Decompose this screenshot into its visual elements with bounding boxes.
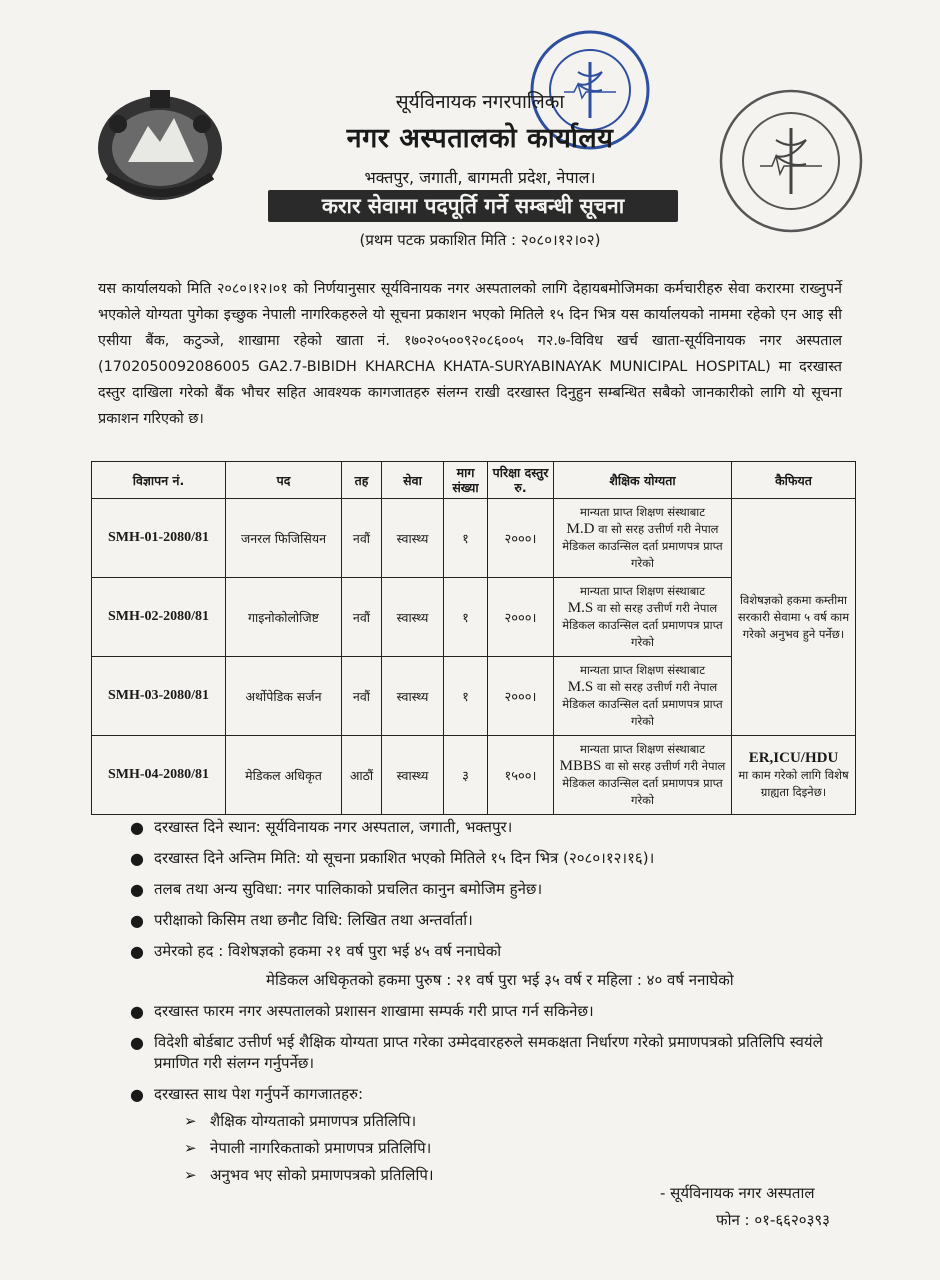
header-demand: माग संख्या — [444, 462, 488, 499]
bullet-icon: ● — [130, 911, 144, 930]
remark-mo-text: मा काम गरेको लागि विशेष ग्राह्यता दिइनेछ। — [738, 767, 849, 799]
qualification-post: वा सो सरह उत्तीर्ण गरी नेपाल मेडिकल काउन्सिल दर्ता प्रमाणपत्र प्राप्त गरेको — [562, 522, 723, 570]
list-item — [128, 1084, 848, 1186]
list-item — [128, 941, 848, 991]
office-name: नगर अस्पतालको कार्यालय — [346, 123, 614, 154]
fee: २०००। — [488, 499, 554, 578]
list-item-text: दरखास्त दिने अन्तिम मिति: यो सूचना प्रकाशित भएको मितिले १५ दिन भित्र (२०८०।१२।१६)। — [154, 849, 655, 867]
bullet-icon: ● — [130, 1033, 144, 1052]
signature-name: - सूर्यविनायक नगर अस्पताल — [660, 1184, 815, 1202]
qualification — [554, 499, 732, 578]
header-code: विज्ञापन नं. — [92, 462, 226, 499]
list-item — [128, 1001, 848, 1022]
header-fee: परिक्षा दस्तुर रु. — [488, 462, 554, 499]
conditions-list — [128, 817, 848, 1196]
bullet-icon: ● — [130, 1085, 144, 1104]
qualification-degree: MBBS — [559, 758, 602, 774]
bullet-icon: ● — [130, 849, 144, 868]
qualification-post: वा सो सरह उत्तीर्ण गरी नेपाल मेडिकल काउन्सिल दर्ता प्रमाणपत्र प्राप्त गरेको — [562, 601, 723, 649]
vacancy-table — [91, 461, 856, 815]
post-name: मेडिकल अधिकृत — [226, 736, 342, 815]
list-item-text: उमेरको हद : विशेषज्ञको हकमा २१ वर्ष पुरा भई ४५ वर्ष ननाघेको — [154, 942, 502, 960]
list-item — [128, 848, 848, 869]
qualification — [554, 736, 732, 815]
table-row — [92, 736, 856, 815]
signature-phone: फोन : ०१-६६२०३९३ — [716, 1211, 830, 1229]
list-item — [128, 817, 848, 838]
bullet-icon: ● — [130, 818, 144, 837]
qualification-pre: मान्यता प्राप्त शिक्षण संस्थाबाट — [579, 742, 706, 756]
ad-code: SMH-02-2080/81 — [92, 578, 226, 657]
list-item-text: दरखास्त साथ पेश गर्नुपर्ने कागजातहरु: — [154, 1085, 364, 1103]
level: नवौं — [342, 499, 382, 578]
qualification-pre: मान्यता प्राप्त शिक्षण संस्थाबाट — [579, 663, 706, 677]
post-name: अर्थोपेडिक सर्जन — [226, 657, 342, 736]
remark-medical-officer — [732, 736, 856, 815]
level: नवौं — [342, 657, 382, 736]
service: स्वास्थ्य — [382, 736, 444, 815]
list-item-text: दरखास्त दिने स्थान: सूर्यविनायक नगर अस्पताल, जगाती, भक्तपुर। — [154, 818, 513, 836]
notice-paragraph: यस कार्यालयको मिति २०८०।१२।०१ को निर्णयानुसार सूर्यविनायक नगर अस्पतालको लागि देहायबमोजिमका कर्मचारीहरु सेवा करारमा राख्नुपर्ने भएकोले योग्यता पुगेका इच्छुक नेपाली नागरिकहरुले यो सूचना प्रकाशन भएको मितिले १५ दिन भित्र यस कार्यालयको नाममा रहेको एन आइ सी एसीया बैंक, कटुञ्जे, शाखामा रहेको खाता नं. १७०२०५००९२०८६००५ ग२.७-विविध खर्च खाता-सूर्यविनायक नगर अस्पताल (1702050092086005 GA2.7-BIBIDH KHARCHA KHATA-SURYABINAYAK MUNICIPAL HOSPITAL) मा दरखास्त दस्तुर दाखिला गरेको बैंक भौचर सहित आवश्यक कागजातहरु संलग्न राखी दरखास्त दिनुहुन सम्बन्धित सबैको जानकारीको लागि यो सूचना प्रकाशन गरिएको छ। — [98, 281, 842, 427]
fee: २०००। — [488, 657, 554, 736]
hospital-seal-icon — [716, 86, 866, 236]
qualification-degree: M.S — [567, 600, 594, 616]
list-item — [128, 879, 848, 900]
notice-title: करार सेवामा पदपूर्ति गर्ने सम्बन्धी सूचना — [268, 190, 678, 222]
fee: २०००। — [488, 578, 554, 657]
office-address: भक्तपुर, जगाती, बागमती प्रदेश, नेपाल। — [364, 168, 596, 187]
list-item-text: दरखास्त फारम नगर अस्पतालको प्रशासन शाखामा सम्पर्क गरी प्राप्त गर्न सकिनेछ। — [154, 1002, 594, 1020]
service: स्वास्थ्य — [382, 499, 444, 578]
bullet-icon: ● — [130, 942, 144, 961]
list-item — [184, 1138, 848, 1159]
level: नवौं — [342, 578, 382, 657]
service: स्वास्थ्य — [382, 578, 444, 657]
nepal-emblem-icon — [88, 84, 232, 206]
arrow-right-icon: ➢ — [184, 1166, 197, 1184]
list-item — [128, 910, 848, 931]
fee: १५००। — [488, 736, 554, 815]
post-name: जनरल फिजिसियन — [226, 499, 342, 578]
header-level: तह — [342, 462, 382, 499]
list-item — [184, 1111, 848, 1132]
list-item — [128, 1032, 848, 1074]
level: आठौं — [342, 736, 382, 815]
qualification-pre: मान्यता प्राप्त शिक्षण संस्थाबाट — [579, 505, 706, 519]
arrow-right-icon: ➢ — [184, 1139, 197, 1157]
qualification-degree: M.S — [567, 679, 594, 695]
list-item-text: नेपाली नागरिकताको प्रमाणपत्र प्रतिलिपि। — [210, 1139, 432, 1157]
header-remarks: कैफियत — [732, 462, 856, 499]
publish-date: (प्रथम पटक प्रकाशित मिति : २०८०।१२।०२) — [359, 231, 601, 249]
post-name: गाइनोकोलोजिष्ट — [226, 578, 342, 657]
qualification — [554, 578, 732, 657]
demand: १ — [444, 657, 488, 736]
age-limit-continuation: मेडिकल अधिकृतको हकमा पुरुष : २१ वर्ष पुरा भई ३५ वर्ष र महिला : ४० वर्ष ननाघेको — [266, 971, 734, 989]
header-service: सेवा — [382, 462, 444, 499]
table-row — [92, 499, 856, 578]
arrow-right-icon: ➢ — [184, 1112, 197, 1130]
header-post: पद — [226, 462, 342, 499]
header-qualification: शैक्षिक योग्यता — [554, 462, 732, 499]
demand: १ — [444, 499, 488, 578]
remark-mo-degree: ER,ICU/HDU — [748, 749, 839, 766]
documents-list — [184, 1111, 848, 1186]
bullet-icon: ● — [130, 880, 144, 899]
list-item-text: तलब तथा अन्य सुविधा: नगर पालिकाको प्रचलित कानुन बमोजिम हुनेछ। — [154, 880, 543, 898]
signature-block — [660, 1180, 860, 1234]
bullet-icon: ● — [130, 1002, 144, 1021]
ad-code: SMH-03-2080/81 — [92, 657, 226, 736]
ad-code: SMH-01-2080/81 — [92, 499, 226, 578]
demand: १ — [444, 578, 488, 657]
qualification-post: वा सो सरह उत्तीर्ण गरी नेपाल मेडिकल काउन्सिल दर्ता प्रमाणपत्र प्राप्त गरेको — [562, 759, 726, 807]
service: स्वास्थ्य — [382, 657, 444, 736]
list-item-text: विदेशी बोर्डबाट उत्तीर्ण भई शैक्षिक योग्यता प्राप्त गरेका उम्मेदवारहरुले समकक्षता निर्धारण गरेको प्रमाणपत्रको प्रतिलिपि स्वयंले प्रमाणित गरी संलग्न गर्नुपर्नेछ। — [154, 1033, 823, 1072]
list-item-text: परीक्षाको किसिम तथा छनौट विधि: लिखित तथा अन्तर्वार्ता। — [154, 911, 473, 929]
list-item-text: शैक्षिक योग्यताको प्रमाणपत्र प्रतिलिपि। — [210, 1112, 417, 1130]
qualification-pre: मान्यता प्राप्त शिक्षण संस्थाबाट — [579, 584, 706, 598]
list-item-text: अनुभव भए सोको प्रमाणपत्रको प्रतिलिपि। — [210, 1166, 434, 1184]
remark-specialist: विशेषज्ञको हकमा कम्तीमा सरकारी सेवामा ५ वर्ष काम गरेको अनुभव हुने पर्नेछ। — [732, 499, 856, 736]
demand: ३ — [444, 736, 488, 815]
qualification-degree: M.D — [566, 521, 595, 537]
ad-code: SMH-04-2080/81 — [92, 736, 226, 815]
municipality-name: सूर्यविनायक नगरपालिका — [395, 91, 565, 113]
qualification-post: वा सो सरह उत्तीर्ण गरी नेपाल मेडिकल काउन्सिल दर्ता प्रमाणपत्र प्राप्त गरेको — [562, 680, 723, 728]
table-header-row — [92, 462, 856, 499]
qualification — [554, 657, 732, 736]
